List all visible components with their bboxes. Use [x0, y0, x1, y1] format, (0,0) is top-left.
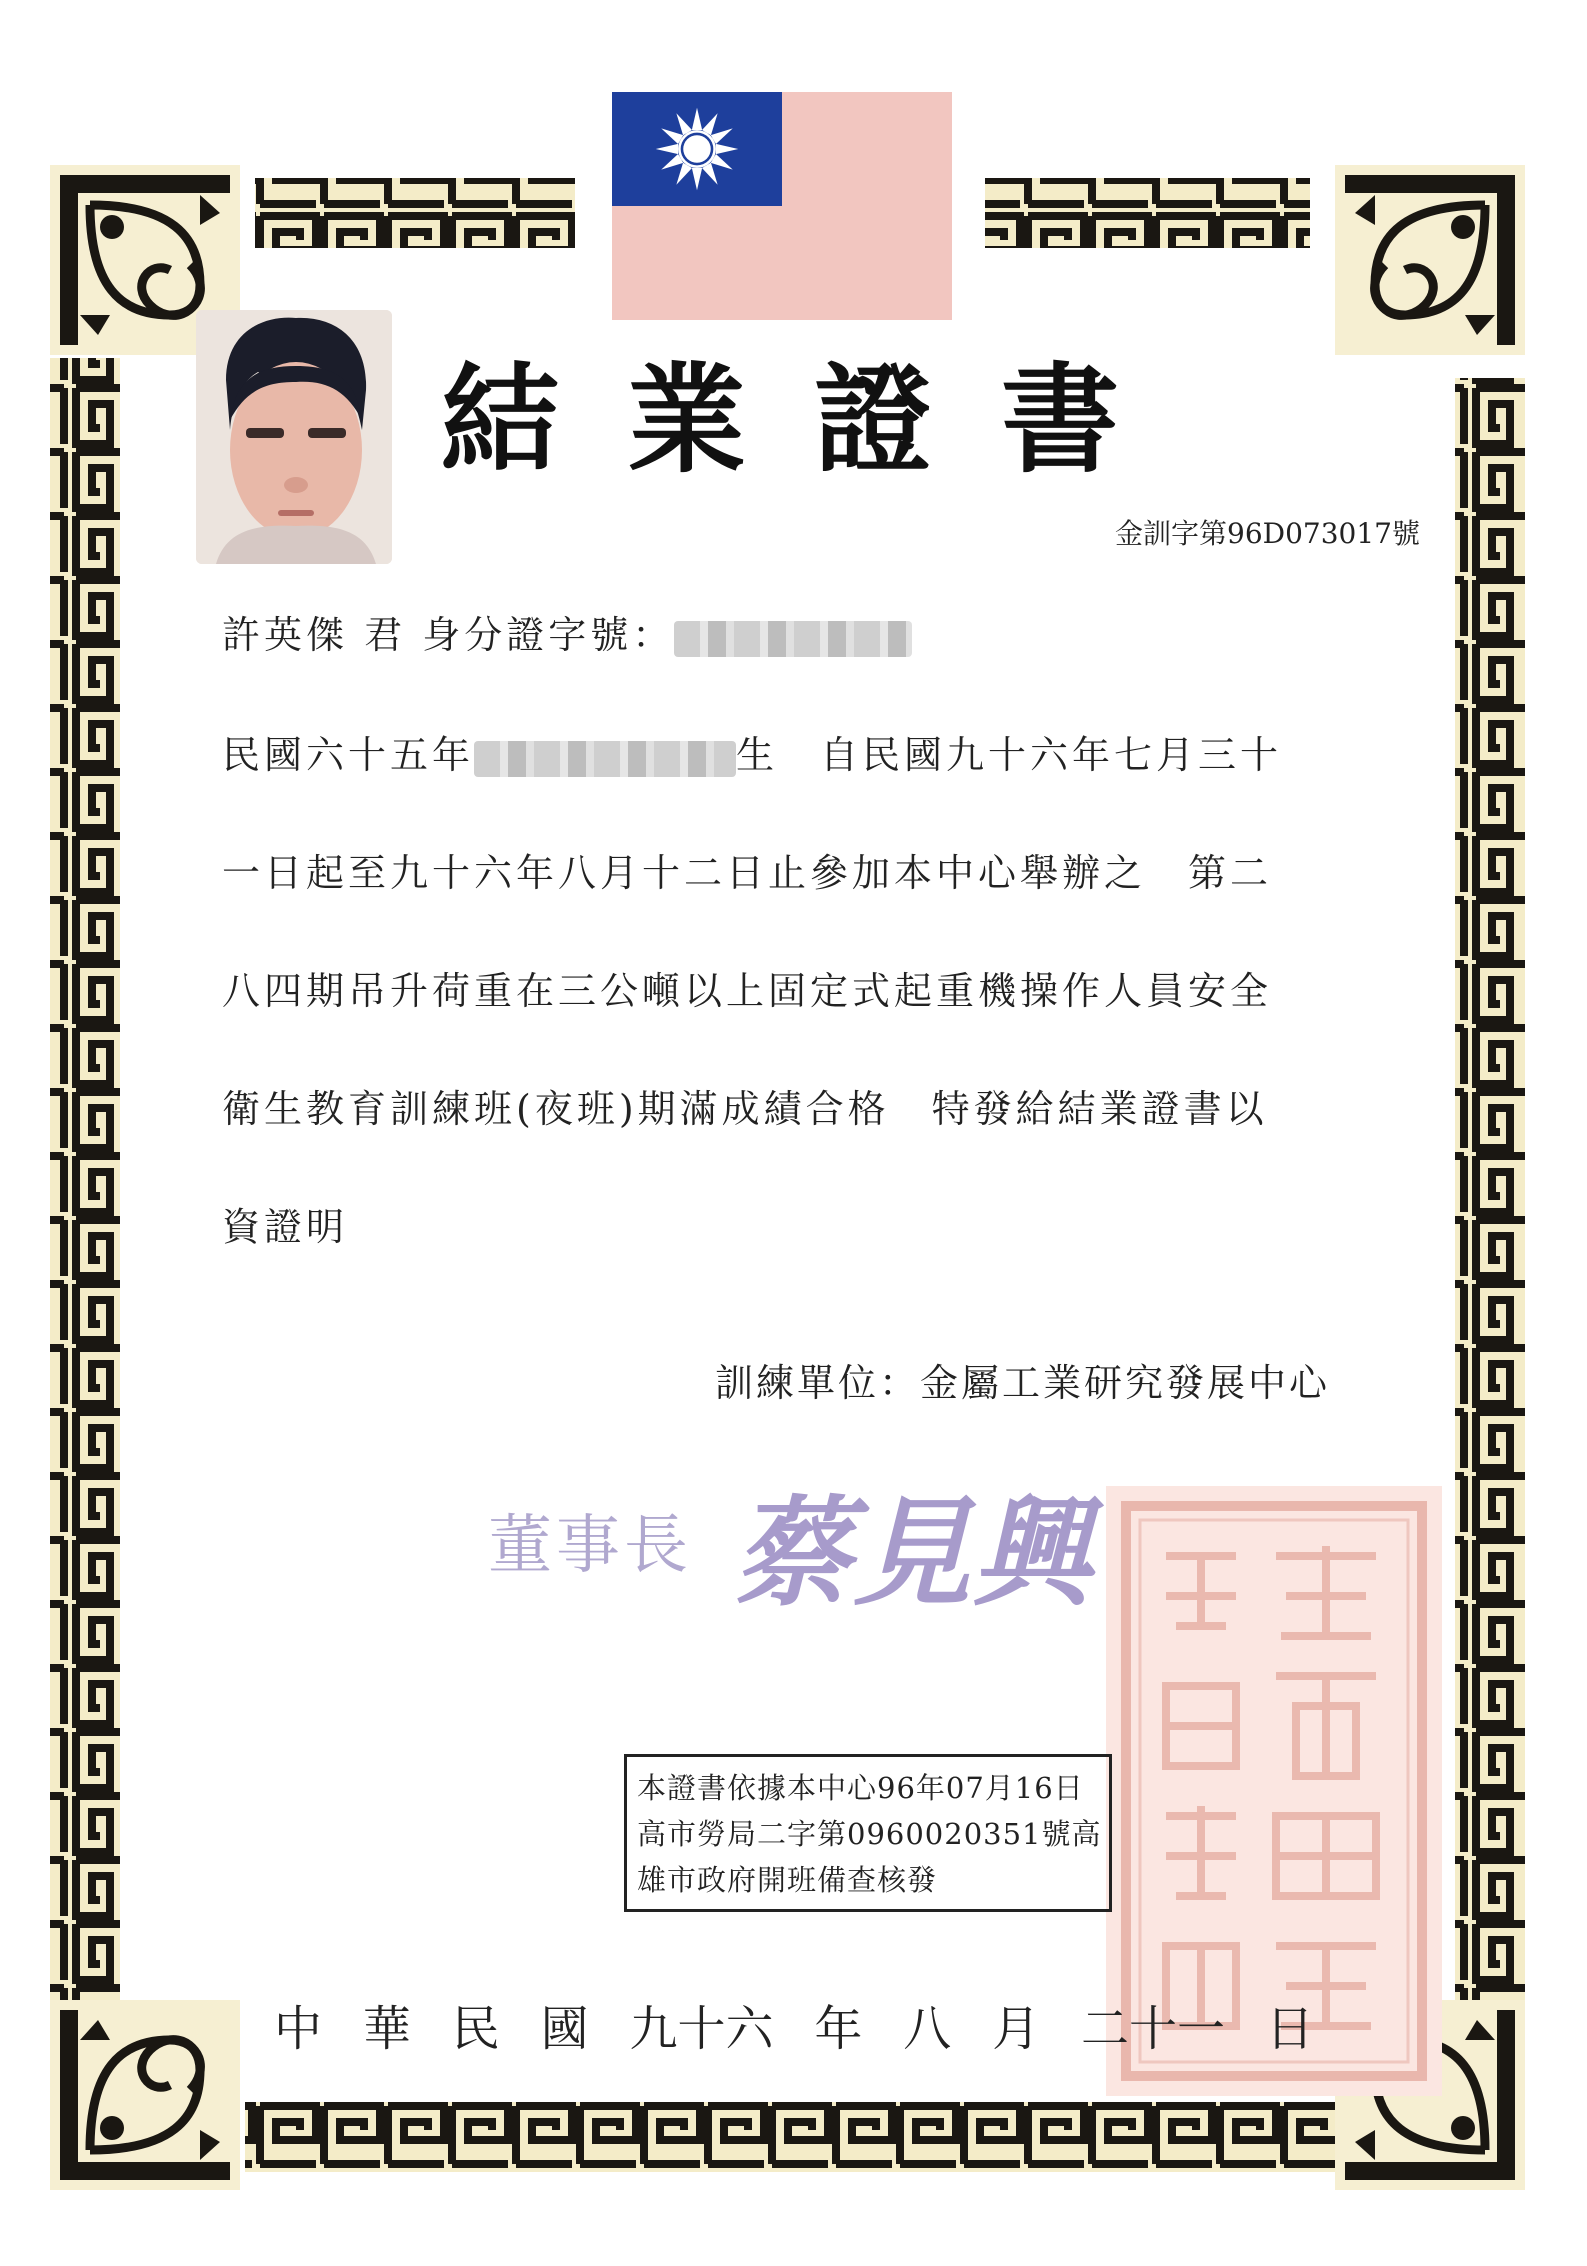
date-part: 年 [814, 2001, 863, 2057]
issue-date [274, 1990, 1314, 2057]
course-period-start: 自民國九十六年七月三十 [820, 733, 1283, 777]
date-part: 國 [540, 2001, 589, 2057]
date-part: 華 [362, 2001, 411, 2057]
notice-line: 雄市政府開班備查核發 [637, 1863, 938, 1897]
notice-line: 高市勞局二字第0960020351號高 [637, 1817, 1102, 1851]
body-line-5: 資證明 [222, 1205, 349, 1249]
date-part: 九十六 [629, 2001, 774, 2057]
redacted-id-number [674, 621, 912, 657]
body-line-4: 衛生教育訓練班(夜班)期滿成績合格 特發給結業證書以 [222, 1087, 1268, 1131]
date-part: 民 [451, 2001, 500, 2057]
approval-notice-box [624, 1754, 1112, 1912]
title-char: 結 [440, 351, 559, 489]
body-line-1 [222, 724, 1282, 779]
date-part: 八 [903, 2001, 952, 2057]
signature-title: 董事長 [488, 1509, 692, 1583]
signature-name: 蔡見興 [733, 1483, 1094, 1622]
title-char: 業 [627, 351, 746, 489]
id-label: 身分證字號： [422, 613, 675, 657]
chairman-signature [488, 1458, 1128, 1622]
recipient-name: 許英傑 [222, 613, 349, 657]
title-char: 書 [1000, 351, 1119, 489]
body-line-2: 一日起至九十六年八月十二日止參加本中心舉辦之 第二 [222, 851, 1273, 895]
applicant-photo [196, 310, 392, 564]
body-line-3: 八四期吊升荷重在三公噸以上固定式起重機操作人員安全 [222, 969, 1273, 1013]
flag-canton [612, 92, 782, 206]
roc-flag-icon [612, 92, 952, 320]
date-part: 月 [992, 2001, 1041, 2057]
honorific: 君 [364, 613, 407, 657]
date-part: 中 [274, 2001, 323, 2057]
certificate-title [420, 350, 1140, 490]
notice-line: 本證書依據本中心96年07月16日 [637, 1771, 1084, 1805]
birth-suffix: 生 [736, 733, 779, 777]
recipient-line [222, 604, 912, 659]
redacted-birthdate [474, 741, 736, 777]
date-part: 日 [1265, 2001, 1314, 2057]
birth-prefix: 民國六十五年 [222, 733, 475, 777]
training-unit: 訓練單位：金屬工業研究發展中心 [714, 1361, 1330, 1405]
certificate-number: 金訓字第96D073017號 [1115, 517, 1420, 550]
white-sun-icon [654, 106, 740, 192]
title-char: 證 [814, 351, 933, 489]
date-part: 二十一 [1081, 2001, 1226, 2057]
